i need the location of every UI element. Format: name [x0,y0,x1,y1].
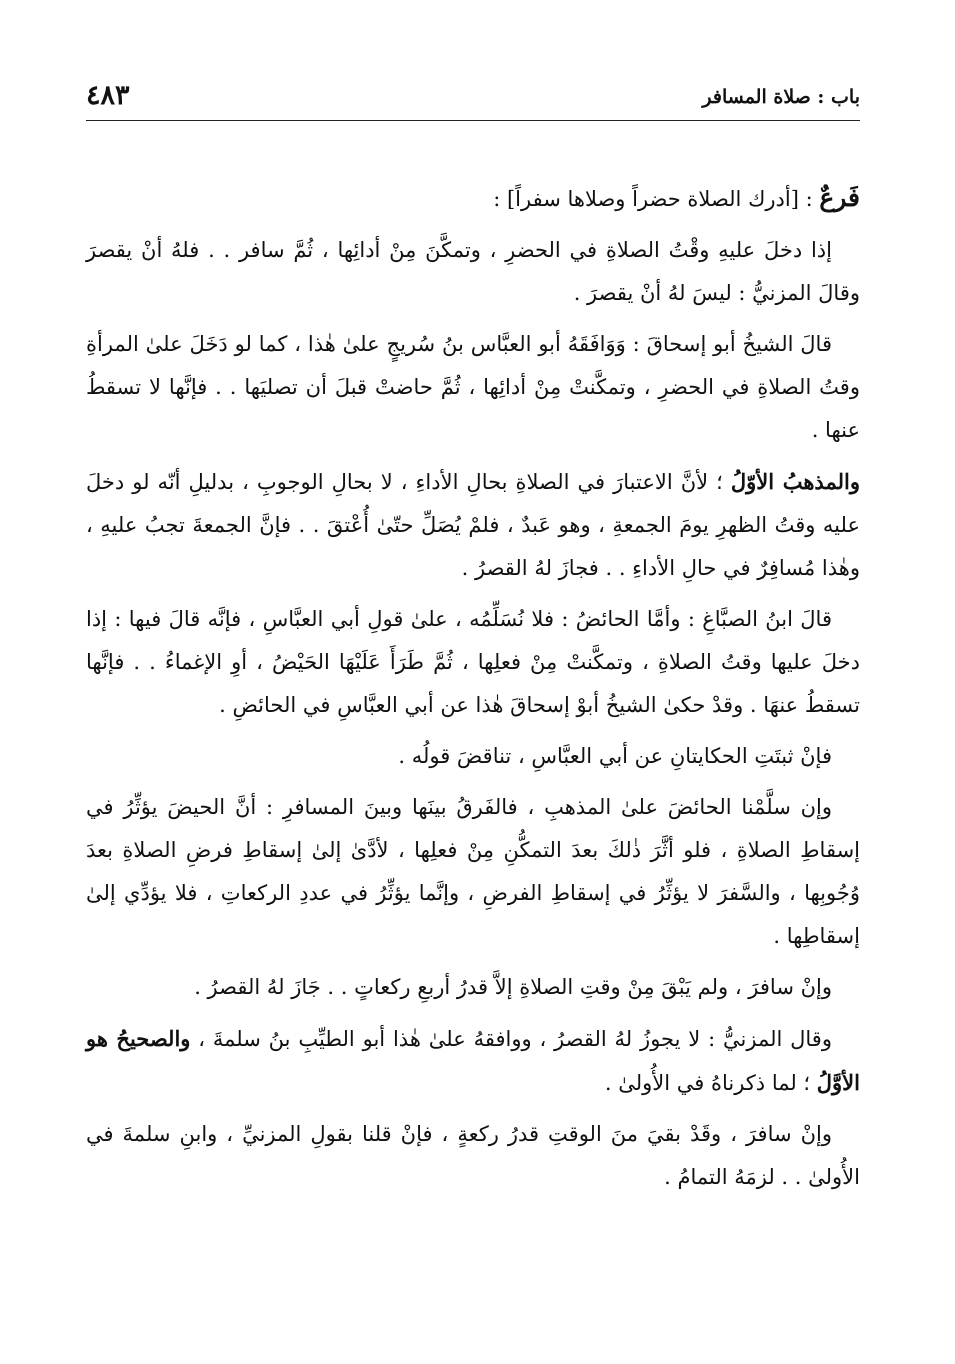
paragraph-4 [86,598,860,727]
paragraph-text: ؛ لأنَّ الاعتبارَ في الصلاةِ بحالِ الأداءِ ، لا بحالِ الوجوبِ ، بدليلِ أنّه لو دخلَ عليه وقتُ الظهرِ يومَ الجمعةِ ، وهو عَبدٌ ، فلمْ يُصَلِّ حتّىٰ أُعْتقَ . . فإنَّ الجمعةَ تجبُ عليهِ ، وهٰذا مُسافِرٌ في حالِ الأداءِ . . فجازَ لهُ القصرُ . [86,470,860,580]
paragraph-text: وإنْ سافرَ ، وقَدْ بقيَ منَ الوقتِ قدرُ ركعةٍ ، فإنْ قلنا بقولِ المزنيِّ ، وابنِ سلمةَ في الأُولىٰ . . لزمَهُ التمامُ . [86,1122,860,1189]
paragraph-text: وقال المزنيُّ : لا يجوزُ لهُ القصرُ ، ووافقهُ علىٰ هٰذا أبو الطيِّبِ بنُ سلمةَ ، [190,1027,832,1051]
paragraph-text: وإنْ سافرَ ، ولم يَبْقَ مِنْ وقتِ الصلاةِ إلاَّ قدرُ أربعِ ركعاتٍ . . جَازَ لهُ القصرُ . [194,975,832,999]
paragraph-1 [86,229,860,315]
paragraph-3 [86,460,860,590]
paragraph-tail: ؛ لما ذكرناهُ في الأُولىٰ . [604,1071,817,1095]
page-number: ٤٨٣ [86,80,130,111]
paragraph-text: قالَ الشيخُ أبو إسحاقَ : وَوَافَقَهُ أبو العبَّاس بنُ سُريجٍ علىٰ هٰذا ، كما لو دَخَلَ علىٰ المرأةِ وقتُ الصلاةِ في الحضرِ ، وتمكَّنتْ مِنْ أدائِها ، ثُمَّ حاضتْ قبلَ أن تصليَها . . فإنَّها لا تسقطُ عنها . [86,332,860,442]
paragraph-text: إذا دخلَ عليهِ وقْتُ الصلاةِ في الحضرِ ، وتمكَّنَ مِنْ أدائِها ، ثُمَّ سافر . . فلهُ أنْ يقصرَ وقالَ المزنيُّ : ليسَ لهُ أنْ يقصرَ . [86,238,860,305]
paragraph-7 [86,966,860,1009]
paragraph-text: فإنْ ثبتَتِ الحكايتانِ عن أبي العبَّاسِ ، تناقضَ قولُه . [398,744,832,768]
paragraph-bold-tail: والصحيحُ هو الأوَّلُ [86,1026,860,1095]
paragraph-5 [86,735,860,778]
running-header [86,78,860,121]
section-heading-text: : [أدرك الصلاة حضراً وصلاها سفراً] : [493,187,820,211]
page-body [86,176,860,1207]
paragraph-8 [86,1017,860,1105]
paragraph-2 [86,323,860,452]
chapter-title: باب : صلاة المسافر [702,86,860,108]
paragraph-text: قالَ ابنُ الصبَّاغِ : وأمَّا الحائضُ : فلا نُسَلِّمُه ، علىٰ قولِ أبي العبَّاسِ ، فإنَّه قالَ فيها : إذا دخلَ عليها وقتُ الصلاةِ ، وتمكَّنتْ مِنْ فعلِها ، ثُمَّ طَرَأَ عَلَيْهَا الحَيْضُ ، أوِ الإغماءُ . . فإنَّها تسقطُ عنهَا . وقدْ حكىٰ الشيخُ أبوْ إسحاقَ هٰذا عن أبي العبَّاسِ في الحائضِ . [86,607,860,717]
paragraph-6 [86,786,860,958]
paragraph-9 [86,1113,860,1199]
paragraph-bold-lead: والمذهبُ الأوّلُ [730,469,860,494]
far-label: فَرعٌ [819,183,860,212]
paragraph-text: وإن سلَّمْنا الحائضَ علىٰ المذهبِ ، فالفَرقُ بينَها وبينَ المسافرِ : أنَّ الحيضَ يؤثِّرُ في إسقاطِ الصلاةِ ، فلو أثَّرَ ذٰلكَ بعدَ التمكُّنِ مِنْ فعلِها ، لأدَّىٰ إلىٰ إسقاطِ فرضِ الصلاةِ بعدَ وُجُوبِها ، والسَّفرَ لا يؤثِّرُ في إسقاطِ الفرضِ ، وإنَّما يؤثِّرُ في عددِ الركعاتِ ، فلا يؤدِّي إلىٰ إسقاطِها . [86,795,860,948]
section-heading [86,176,860,221]
